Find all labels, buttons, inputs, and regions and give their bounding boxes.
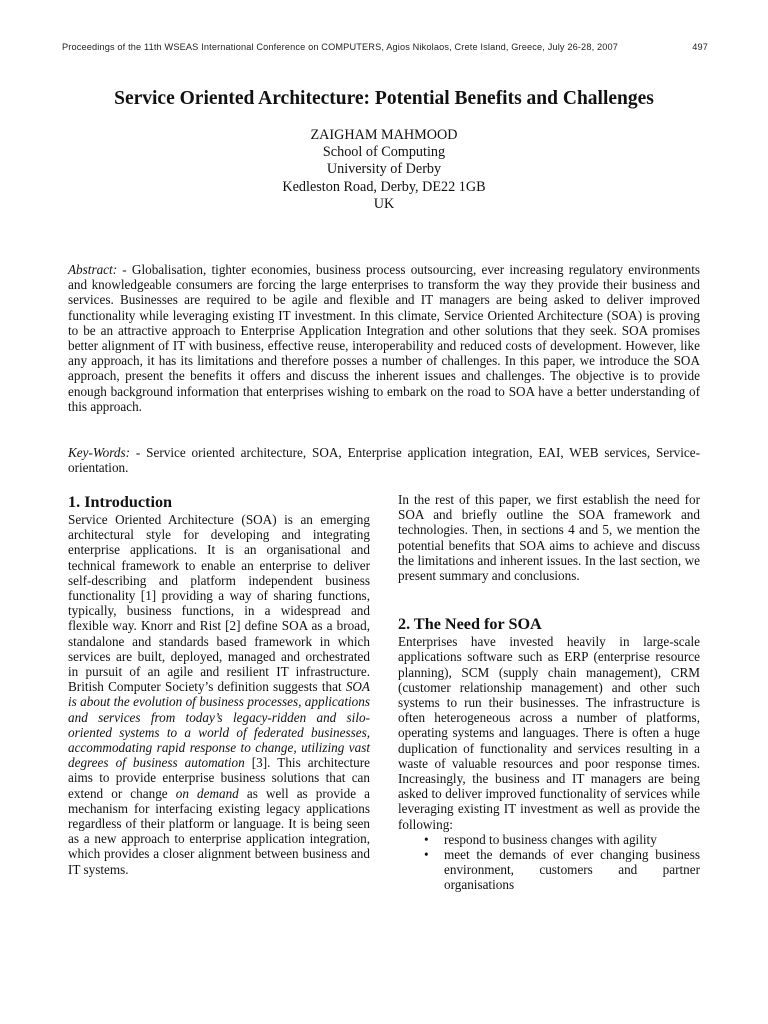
section-spacer: [398, 583, 700, 614]
affiliation-line: Kedleston Road, Derby, DE22 1GB: [282, 178, 486, 195]
keywords: [68, 445, 700, 475]
affiliation-line: University of Derby: [326, 161, 442, 178]
section-heading-need-for-soa: 2. The Need for SOA: [398, 615, 542, 634]
list-item: • respond to business changes with agility: [444, 832, 700, 847]
author-name: ZAIGHAM MAHMOOD: [310, 127, 458, 143]
affiliation-line: School of Computing: [322, 144, 446, 161]
abstract: [68, 262, 700, 414]
paper-title: Service Oriented Architecture: Potential Benefits and Challenges: [114, 88, 654, 109]
need-paragraph: Enterprises have invested heavily in large-scale applications software such as ERP (enterprise resource planning), SCM (supply chain management), CRM (customer relationship management) and other such systems to run their businesses. The infrastructure is often heterogeneous across a number of platforms, operating systems and languages. There is often a huge duplication of functionality and services resulting in a waste of valuable resources and poor response times. Increasingly, the business and IT managers are being asked to deliver improved functionality of services while leveraging existing IT investment as well as provide the following:: [398, 634, 700, 832]
introduction-paragraph: [68, 512, 370, 877]
keywords-text: - Service oriented architecture, SOA, Enterprise application integration, EAI, WEB services, Service-orientation.: [68, 445, 700, 476]
list-item: • meet the demands of ever changing business environment, customers and partner organisations: [444, 847, 700, 893]
left-column: [68, 492, 370, 877]
keywords-label: Key-Words:: [68, 445, 131, 460]
requirements-list: [398, 832, 700, 893]
page-number: 497: [692, 42, 708, 52]
running-header: [62, 42, 708, 52]
affiliation-line: UK: [373, 195, 395, 212]
section-heading-introduction: 1. Introduction: [68, 493, 173, 511]
right-column: [398, 492, 700, 893]
intro-text: [3]. This architecture aims to provide enterprise business solutions that can extend or change: [68, 755, 370, 801]
author-block: [60, 127, 708, 213]
bcs-definition-quote: SOA is about the evolution of business processes, applications and services from today’s legacy-ridden and silo-oriented systems to a world of federated businesses, accommodating rapid response to change, utilizing vast degrees of business automation: [68, 679, 370, 771]
intro-text: Service Oriented Architecture (SOA) is an emerging architectural style for developing and integrating enterprise applications. It is an organisational and technical framework to enable an enterprise to deliver self-describing and platform independent business functionality [1] providing a way of sharing functions, typically, business functions, in a widespread and flexible way. Knorr and Rist [2] define SOA as a broad, standalone and standards based framework in which services are built, deployed, managed and orchestrated in pursuit of an agile and resilient IT infrastructure. British Computer Society’s definition suggests that: [68, 512, 370, 695]
paper-outline-paragraph: In the rest of this paper, we first establish the need for SOA and briefly outline the SOA framework and technologies. Then, in sections 4 and 5, we mention the potential benefits that SOA aims to achieve and discuss the limitations and inherent issues. In the last section, we present summary and conclusions.: [398, 492, 700, 584]
abstract-text: - Globalisation, tighter economies, business process outsourcing, ever increasing regulatory environments and knowledgeable consumers are forcing the large enterprises to transform the way they provide their business and services. Businesses are required to be agile and flexible and IT managers are being asked to deliver improved functionality while leveraging existing IT investment. In this climate, Service Oriented Architecture (SOA) is proving to be an attractive approach to Enterprise Application Integration and other solutions that they seek. SOA promises better alignment of IT with business, effective reuse, interoperability and reduced costs of development. However, like any approach, it has its limitations and therefore posses a number of challenges. In this paper, we introduce the SOA approach, present the benefits it offers and discuss the inherent issues and challenges. The objective is to provide enough background information that enterprises wishing to embark on the road to SOA have a better understanding of this approach.: [68, 262, 700, 414]
running-head-text: Proceedings of the 11th WSEAS International Conference on COMPUTERS, Agios Nikolaos, Crete Island, Greece, July 26-28, 2007: [62, 42, 619, 52]
intro-text: as well as provide a mechanism for interfacing existing legacy applications regardless of their platform or language. It is being seen as a new approach to enterprise application integration, which provides a closer alignment between business and IT systems.: [68, 785, 370, 877]
abstract-label: Abstract:: [68, 262, 118, 277]
on-demand-emphasis: on demand: [175, 785, 239, 801]
